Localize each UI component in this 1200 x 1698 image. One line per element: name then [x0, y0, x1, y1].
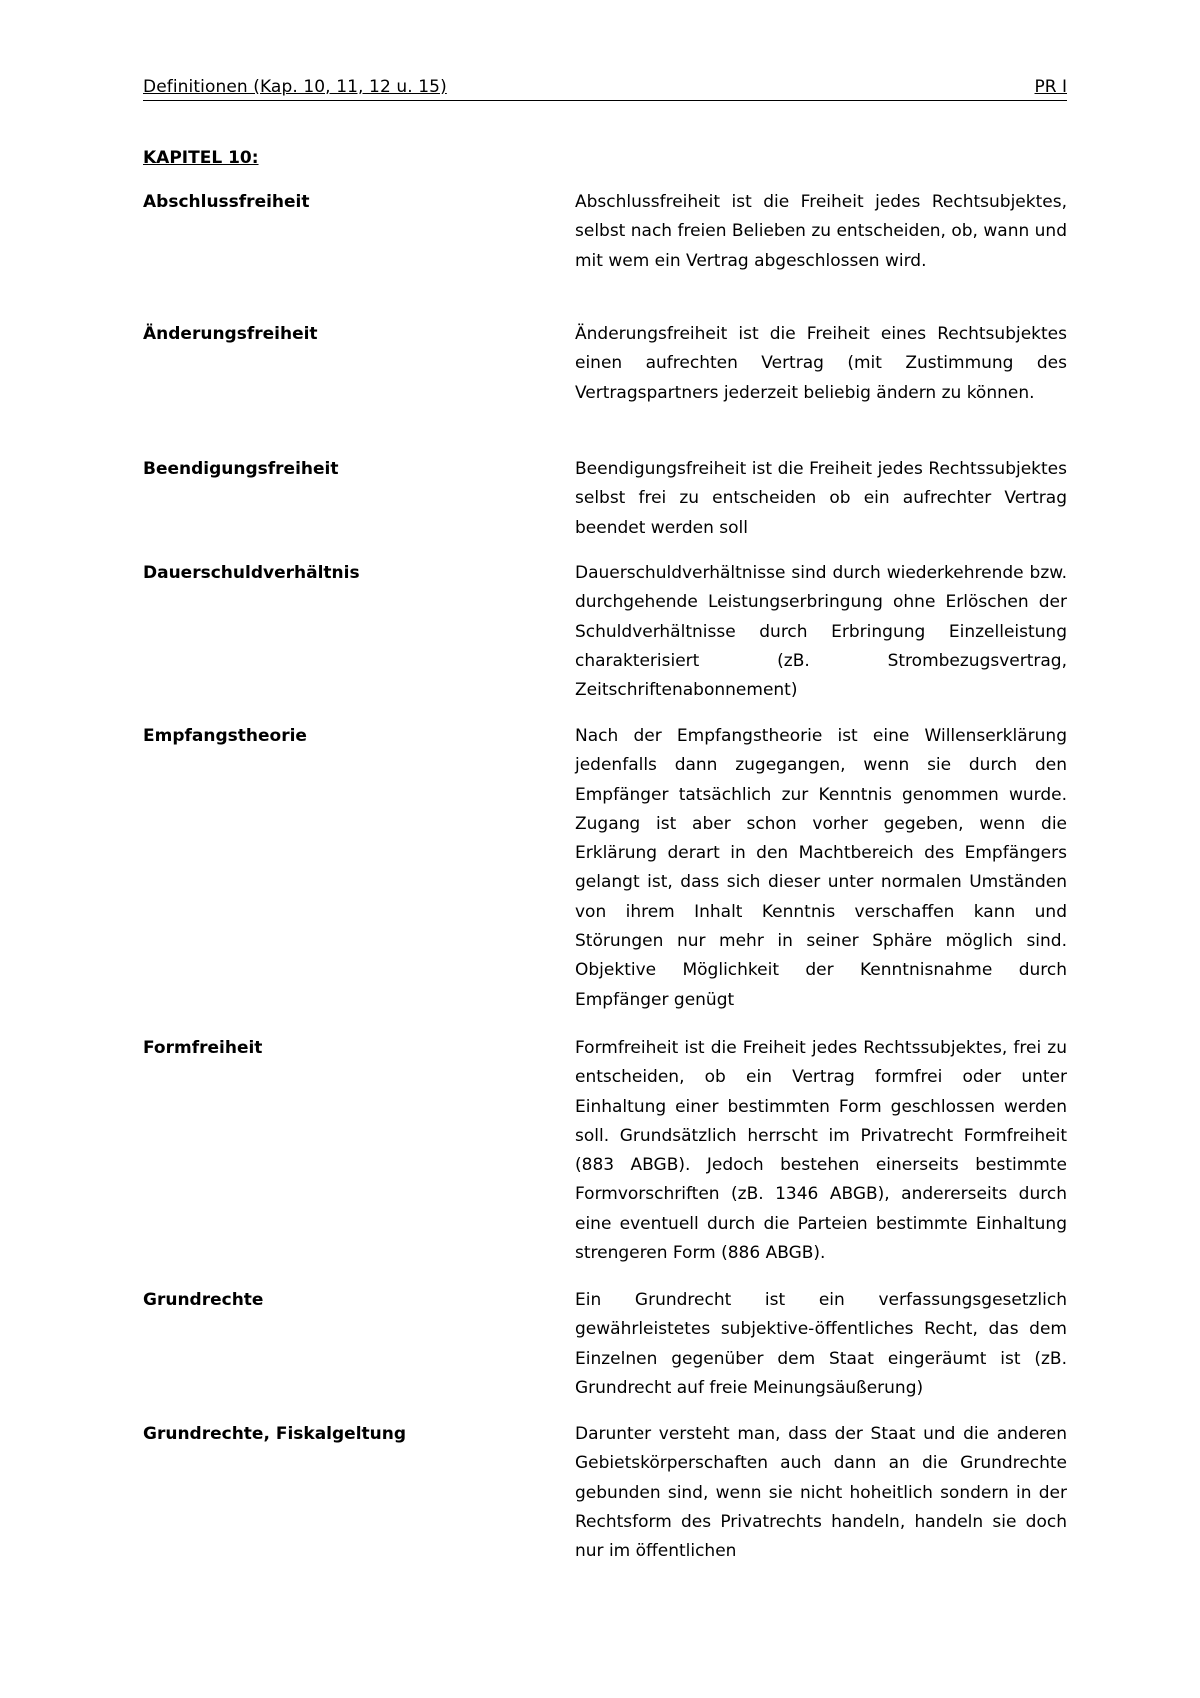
definition-term: Formfreiheit	[143, 1038, 263, 1058]
definition-text: Änderungsfreiheit ist die Freiheit eines Rechtsubjektes einen aufrechten Vertrag (mit Zustimmung des Vertragspartners jederzeit beliebig ändern zu können.	[575, 324, 1067, 403]
definition-text: Formfreiheit ist die Freiheit jedes Rechtssubjektes, frei zu entscheiden, ob ein Vertrag formfrei oder unter Einhaltung einer bestimmten Form geschlossen werden soll. Grundsätzlich herrscht im Privatrecht Formfreiheit (883 ABGB). Jedoch bestehen einerseits bestimmte Formvorschriften (zB. 1346 ABGB), andererseits durch eine eventuell durch die Parteien bestimmte Einhaltung strengeren Form (886 ABGB).	[575, 1038, 1067, 1264]
definition-text: Darunter versteht man, dass der Staat und die anderen Gebietskörperschaften auch dann an die Grundrechte gebunden sind, wenn sie nicht hoheitlich sondern in der Rechtsform des Privatrechts handeln, handeln sie doch nur im öffentlichen	[575, 1424, 1067, 1562]
definition-term: Beendigungsfreiheit	[143, 459, 339, 479]
definition-term: Änderungsfreiheit	[143, 324, 318, 344]
definition-term: Grundrechte	[143, 1290, 264, 1310]
definition-text: Abschlussfreiheit ist die Freiheit jedes Rechtsubjektes, selbst nach freien Belieben zu entscheiden, ob, wann und mit wem ein Vertrag abgeschlossen wird.	[575, 192, 1067, 271]
definition-term: Dauerschuldverhältnis	[143, 563, 360, 583]
definition-term: Abschlussfreiheit	[143, 192, 310, 212]
definition-text: Dauerschuldverhältnisse sind durch wiederkehrende bzw. durchgehende Leistungserbringung ohne Erlöschen der Schuldverhältnisse durch Erbringung Einzelleistung charakterisiert (zB. Strombezugsvertrag, Zeitschriftenabonnement)	[575, 563, 1067, 701]
course-label: PR I	[1034, 77, 1067, 97]
definition-text: Ein Grundrecht ist ein verfassungsgesetzlich gewährleistetes subjektive-öffentliches Recht, das dem Einzelnen gegenüber dem Staat eingeräumt ist (zB. Grundrecht auf freie Meinungsäußerung)	[575, 1290, 1067, 1398]
definition-text: Nach der Empfangstheorie ist eine Willenserklärung jedenfalls dann zugegangen, wenn sie durch den Empfänger tatsächlich zur Kenntnis genommen wurde. Zugang ist aber schon vorher gegeben, wenn die Erklärung derart in den Machtbereich des Empfängers gelangt ist, dass sich dieser unter normalen Umständen von ihrem Inhalt Kenntnis verschaffen kann und Störungen nur mehr in seiner Sphäre möglich sind. Objektive Möglichkeit der Kenntnisnahme durch Empfänger genügt	[575, 726, 1067, 1010]
definition-term: Empfangstheorie	[143, 726, 307, 746]
definition-term: Grundrechte, Fiskalgeltung	[143, 1424, 407, 1444]
definition-text: Beendigungsfreiheit ist die Freiheit jedes Rechtssubjektes selbst frei zu entscheiden ob ein aufrechter Vertrag beendet werden soll	[575, 459, 1067, 538]
chapter-heading: KAPITEL 10:	[143, 148, 259, 168]
document-title: Definitionen (Kap. 10, 11, 12 u. 15)	[143, 77, 447, 97]
page-header	[143, 74, 1067, 101]
